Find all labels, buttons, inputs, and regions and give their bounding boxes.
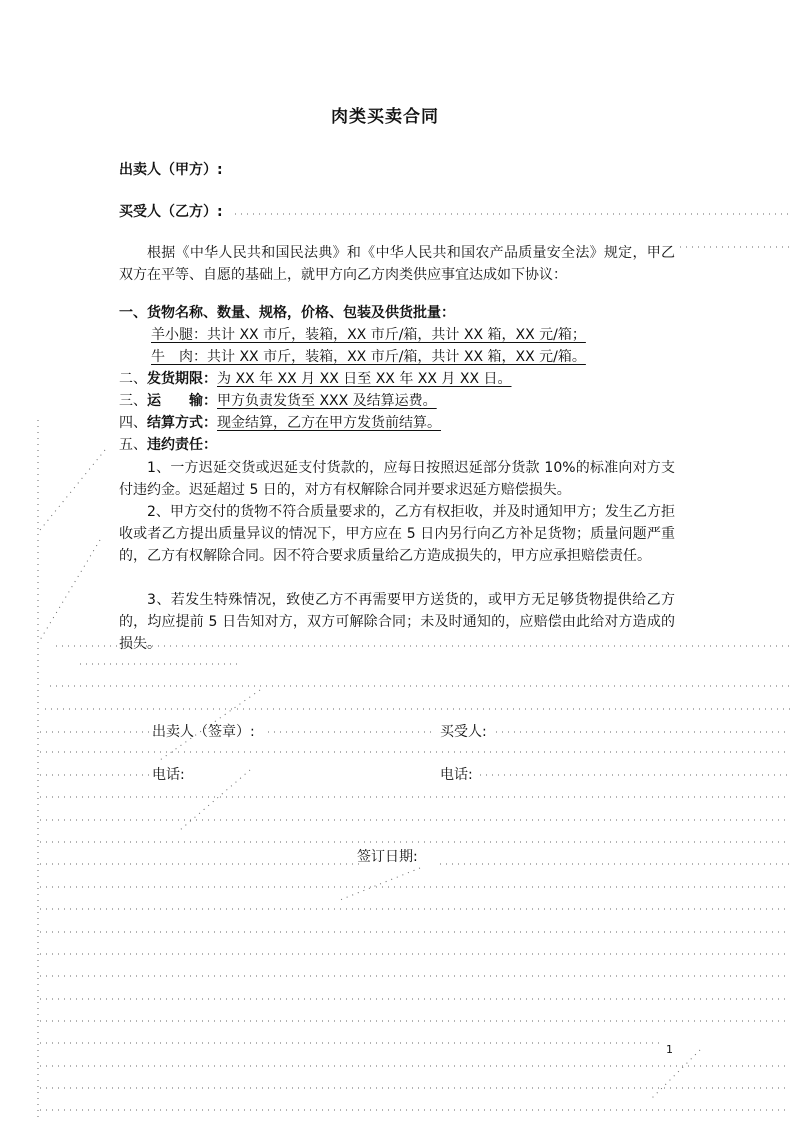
section4-heading: 结算方式： [147,415,217,431]
section4-text: 现金结算，乙方在甲方发货前结算。 [217,415,441,431]
buyer-label: 买受人（乙方）: [119,204,223,220]
section3-text: 甲方负责发货至 XXX 及结算运费。 [217,393,437,409]
section2-text: 为 XX 年 XX 月 XX 日至 XX 年 XX 月 XX 日。 [217,371,512,387]
section5-number: 五、 [119,437,147,453]
contract-title: 肉类买卖合同 [331,107,439,127]
item-lamb-shank: 羊小腿：共计 XX 市斤，装箱，XX 市斤/箱，共计 XX 箱，XX 元/箱； [151,327,586,343]
item-beef: 牛 肉：共计 XX 市斤，装箱，XX 市斤/箱，共计 XX 箱，XX 元/箱。 [151,349,586,365]
section3-heading: 运 输： [147,393,217,409]
seller-signature-label: 出卖人（签章）: [152,724,255,740]
preamble-text: 根据《中华人民共和国民法典》和《中华人民共和国农产品质量安全法》规定，甲乙双方在平等、自愿的基础上，就甲方向乙方肉类供应事宜达成如下协议： [119,245,675,283]
section3-number: 三、 [119,393,147,409]
seller-phone-label: 电话: [152,767,185,783]
clause-3: 3、若发生特殊情况，致使乙方不再需要甲方送货的，或甲方无足够货物提供给乙方的，均应提前 5 日告知对方，双方可解除合同；未及时通知的，应赔偿由此给对方造成的损失。 [119,592,675,652]
clause-2: 2、甲方交付的货物不符合质量要求的，乙方有权拒收，并及时通知甲方；发生乙方拒收或者乙方提出质量异议的情况下，甲方应在 5 日内另行向乙方补足货物；质量问题严重的，乙方有权解除合同。因不符合要求质量给乙方造成损失的，甲方应承担赔偿责任。 [119,504,675,564]
buyer-signature-label: 买受人: [440,724,487,740]
seller-label: 出卖人（甲方）: [119,162,223,178]
section5-heading: 违约责任： [147,437,217,453]
section2-row [119,369,512,389]
buyer-phone-label: 电话: [440,767,473,783]
section3-row [119,391,437,411]
section4-row [119,413,441,433]
section4-number: 四、 [119,415,147,431]
page-number: 1 [666,1043,673,1056]
section5-row [119,435,217,455]
section1-heading: 一、货物名称、数量、规格，价格、包装及供货批量： [119,305,455,321]
section2-heading: 发货期限： [147,371,217,387]
clause-1: 1、一方迟延交货或迟延支付货款的，应每日按照迟延部分货款 10%的标准向对方支付违约金。迟延超过 5 日的，对方有权解除合同并要求迟延方赔偿损失。 [119,460,675,498]
sign-date-label: 签订日期: [357,849,418,865]
section2-number: 二、 [119,371,147,387]
